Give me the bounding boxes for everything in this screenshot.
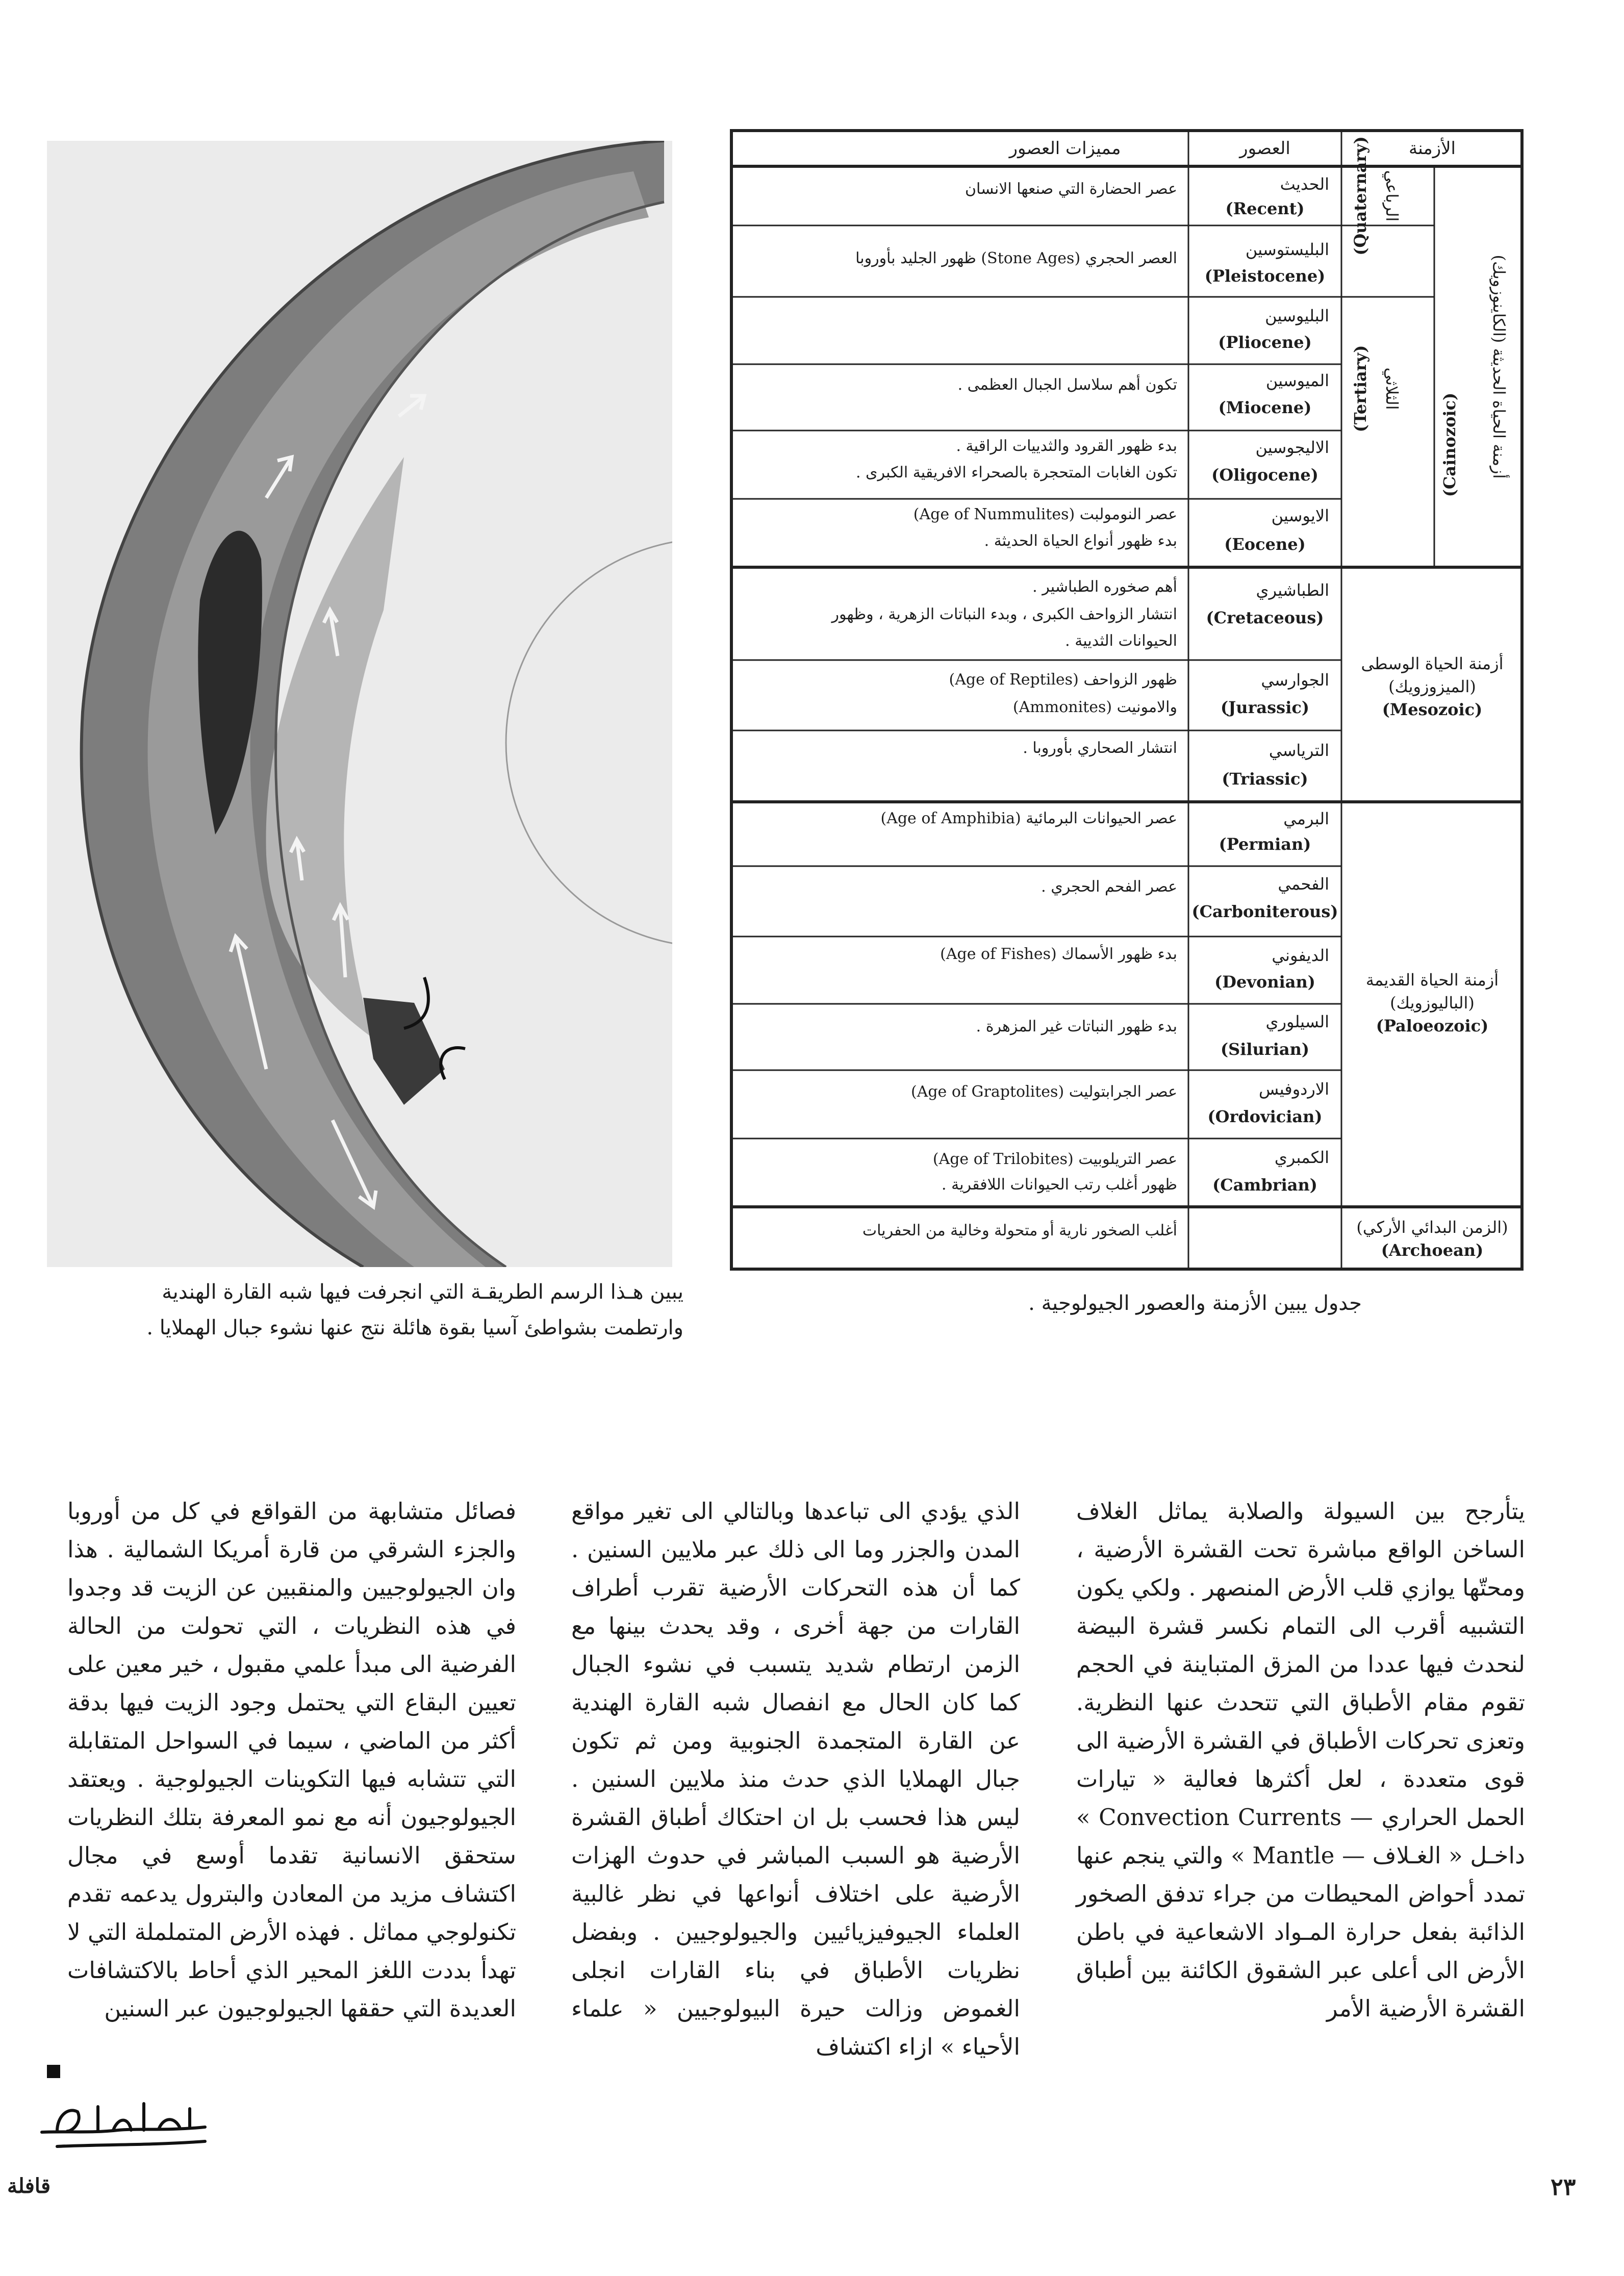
article-paragraph: يتأرجح بين السيولة والصلابة يماثل الغلاف الساخن الواقع مباشرة تحت القشرة الأرضية ، ومحتّها يوازي قلب الأرض المنصهر . ولكي يكون التشبيه أقرب الى التمام نكسر قشرة البيضة لنحدث فيها عددا من المزق المتباينة في الحجم تقوم مقام الأطباق التي تتحدث عنها النظرية. وتعزى تحركات الأطباق في القشرة الأرضية الى قوى متعددة ، لعل أكثرها فعالية « تيارات الحمل الحراري — Convection Currents » داخـل « الغـلاف — Mantle » والتي ينجم عنها تمدد أحواض المحيطات من جراء تدفق الصخور الذائبة بفعل حرارة المـواد الاشعاعية في باطن الأرض الى أعلى عبر الشقوق الكائنة بين أطباق القشرة الأرضية الأمر bbox=[1076, 1498, 1525, 2022]
period-name-ar: الديفوني bbox=[1272, 946, 1329, 965]
period-name-en: (Oligocene) bbox=[1211, 465, 1318, 485]
indian-subcontinent-drift-illustration bbox=[47, 141, 672, 1267]
period-name-ar: الكمبري bbox=[1274, 1148, 1329, 1167]
characteristic-text: عصر الحضارة التي صنعها الانسان bbox=[965, 180, 1177, 198]
article-paragraph: الذي يؤدي الى تباعدها وبالتالي الى تغير مواقع المدن والجزر وما الى ذلك عبر ملايين السنين . كما أن هذه التحركات الأرضية تقرب أطراف القارات من جهة أخرى ، وقد يحدث بينها مع الزمن ارتطام شديد يتسبب في نشوء الجبال كما كان الحال مع انفصال شبه القارة الهندية عن القارة المتجمدة الجنوبية ومن ثم تكون جبال الهملايا الذي حدث منذ ملايين السنين . ليس هذا فحسب بل ان احتكاك أطباق القشرة الأرضية هو السبب المباشر في حدوث الهزات الأرضية على اختلاف أنواعها في نظر غالبية العلماء الجيوفيزيائيين والجيولوجيين . وبفضل نظريات الأطباق في بناء القارات انجلى الغموض وزالت حيرة البيولوجيين « علماء الأحياء » ازاء اكتشاف bbox=[571, 1498, 1020, 2060]
article-column-1 bbox=[1076, 1492, 1525, 2081]
magazine-name: قافلة bbox=[7, 2174, 51, 2198]
period-name-en: (Jurassic) bbox=[1221, 698, 1309, 717]
period-name-en: (Triassic) bbox=[1222, 769, 1308, 789]
era-archean-ar: (الزمن البدائي الأركي) bbox=[1356, 1218, 1508, 1237]
group-tertiary-en: (Tertiary) bbox=[1351, 345, 1370, 433]
characteristics-cells bbox=[830, 180, 1177, 1240]
illustration-caption-line2: وارتطمت بشواطئ آسيا بقوة هائلة نتج عنها نشوء جبال الهملايا . bbox=[146, 1316, 683, 1339]
characteristic-text: عصر التريلوبيت (Age of Trilobites) bbox=[932, 1150, 1177, 1168]
group-quaternary-en: (Quaternary) bbox=[1351, 136, 1370, 256]
characteristic-text: تكون أهم سلاسل الجبال العظمى . bbox=[957, 376, 1177, 394]
illustration-caption-line1: يبين هـذا الرسم الطريقـة التي انجرفت فيها شبه القارة الهندية bbox=[162, 1280, 683, 1304]
period-name-en: (Cretaceous) bbox=[1206, 608, 1324, 627]
period-rows bbox=[1191, 174, 1338, 1195]
header-eras: الأزمنة bbox=[1409, 138, 1456, 159]
period-name-en: (Devonian) bbox=[1214, 972, 1315, 992]
author-signature bbox=[37, 2091, 220, 2153]
period-name-en: (Ordovician) bbox=[1207, 1107, 1323, 1126]
period-name-en: (Pleistocene) bbox=[1204, 266, 1326, 286]
characteristic-text: انتشار الصحاري بأوروبا . bbox=[1023, 739, 1177, 757]
characteristic-text: بدء ظهور النباتات غير المزهرة . bbox=[976, 1018, 1177, 1035]
period-name-en: (Silurian) bbox=[1221, 1040, 1309, 1059]
geological-time-table bbox=[728, 129, 1525, 1271]
article-column-2 bbox=[571, 1492, 1020, 2081]
era-cainozoic-en: (Cainozoic) bbox=[1440, 392, 1459, 497]
era-mesozoic-ar1: أزمنة الحياة الوسطى bbox=[1361, 654, 1504, 673]
period-name-ar: الفحمي bbox=[1278, 874, 1329, 894]
group-tertiary-ar: الثلاثي bbox=[1382, 367, 1402, 410]
characteristic-text: انتشار الزواحف الكبرى ، وبدء النباتات الزهرية ، وظهور bbox=[831, 605, 1177, 623]
period-name-ar: البرمي bbox=[1283, 809, 1329, 828]
table-caption: جدول يبين الأزمنة والعصور الجيولوجية . bbox=[1028, 1292, 1362, 1315]
characteristic-text: ظهور أغلب رتب الحيوانات اللافقرية . bbox=[942, 1176, 1177, 1194]
period-name-en: (Permian) bbox=[1219, 834, 1311, 854]
characteristic-text: عصر الفحم الحجري . bbox=[1041, 878, 1177, 896]
characteristic-text: بدء ظهور القرود والثدييات الراقية . bbox=[956, 437, 1177, 455]
characteristic-text: أهم صخوره الطباشير . bbox=[1032, 578, 1177, 596]
characteristic-text: ظهور الزواحف (Age of Reptiles) bbox=[949, 671, 1177, 689]
era-mesozoic-en: (Mesozoic) bbox=[1382, 700, 1483, 719]
period-name-ar: السيلوري bbox=[1265, 1012, 1329, 1031]
group-quaternary-ar: الرباعي bbox=[1382, 170, 1402, 222]
period-name-ar: البليوسين bbox=[1265, 306, 1329, 325]
period-name-en: (Miocene) bbox=[1218, 398, 1312, 417]
period-name-ar: الطباشيري bbox=[1256, 580, 1329, 600]
period-name-ar: الايوسين bbox=[1271, 506, 1329, 525]
characteristic-text: عصر الحيوانات البرمائية (Age of Amphibia) bbox=[880, 810, 1177, 827]
era-mesozoic-ar2: (الميزوزويك) bbox=[1388, 677, 1476, 696]
period-name-ar: الاردوفيس bbox=[1258, 1079, 1329, 1099]
period-name-en: (Carboniterous) bbox=[1191, 902, 1338, 921]
characteristic-text: بدء ظهور الأسماك (Age of Fishes) bbox=[940, 945, 1177, 963]
period-name-en: (Cambrian) bbox=[1212, 1175, 1317, 1195]
article-end-mark bbox=[47, 2065, 60, 2078]
period-name-en: (Eocene) bbox=[1224, 535, 1306, 554]
era-cainozoic-ar: أزمنة الحياة الحديثة (الكاينوزويك) bbox=[1489, 255, 1509, 479]
period-name-ar: الترياسي bbox=[1268, 741, 1329, 760]
era-paleozoic-ar2: (الباليوزويك) bbox=[1390, 993, 1475, 1013]
era-archean-en: (Archoean) bbox=[1381, 1241, 1484, 1260]
page-number: ٢٣ bbox=[1551, 2173, 1576, 2201]
period-name-en: (Pliocene) bbox=[1218, 333, 1312, 352]
period-name-ar: الحديث bbox=[1280, 174, 1329, 194]
characteristic-text: عصر النومولبت (Age of Nummulites) bbox=[913, 505, 1177, 523]
period-name-ar: البليستوسين bbox=[1245, 240, 1329, 259]
characteristic-text: بدء ظهور أنواع الحياة الحديثة . bbox=[984, 532, 1177, 550]
characteristic-text: والامونيت (Ammonites) bbox=[1012, 698, 1177, 716]
article-paragraph: فصائل متشابهة من القواقع في كل من أوروبا والجزء الشرقي من قارة أمريكا الشمالية . هذا وان الجيولوجيين والمنقبين عن الزيت قد وجدوا في هذه النظريات ، التي تحولت من الحالة الفرضية الى مبدأ علمي مقبول ، خير معين على تعيين البقاع التي يحتمل وجود الزيت فيها بدقة أكثر من الماضي ، سيما في السواحل المتقابلة التي تتشابه فيها التكوينات الجيولوجية . ويعتقد الجيولوجيون أنه مع نمو المعرفة بتلك النظريات ستحقق الانسانية تقدما أوسع في مجال اكتشاف مزيد من المعادن والبترول يدعمه تقدم تكنولوجي مماثل . فهذه الأرض المتململة التي لا تهدأ بددت اللغز المحير الذي أحاط بالاكتشافات العديدة التي حققها الجيولوجيون عبر السنين bbox=[67, 1498, 516, 2022]
article-column-3 bbox=[67, 1492, 516, 2081]
period-name-en: (Recent) bbox=[1225, 199, 1305, 218]
period-name-ar: الميوسين bbox=[1265, 371, 1329, 390]
characteristic-text: أغلب الصخور نارية أو متحولة وخالية من الحفريات bbox=[862, 1222, 1177, 1240]
period-name-ar: الاليجوسين bbox=[1255, 438, 1329, 457]
period-name-ar: الجوارسي bbox=[1261, 670, 1329, 690]
era-paleozoic-ar1: أزمنة الحياة القديمة bbox=[1365, 970, 1499, 990]
header-characteristics: مميزات العصور bbox=[1009, 138, 1121, 159]
era-paleozoic-en: (Paloeozoic) bbox=[1376, 1016, 1489, 1035]
header-periods: العصور bbox=[1239, 138, 1290, 159]
characteristic-text: الحيوانات الثديية . bbox=[1065, 632, 1177, 650]
characteristic-text: تكون الغابات المتحجرة بالصحراء الافريقية الكبرى . bbox=[855, 464, 1177, 482]
characteristic-text: العصر الحجري (Stone Ages) ظهور الجليد بأوروبا bbox=[855, 249, 1177, 267]
characteristic-text: عصر الجرابتوليت (Age of Graptolites) bbox=[910, 1083, 1177, 1101]
